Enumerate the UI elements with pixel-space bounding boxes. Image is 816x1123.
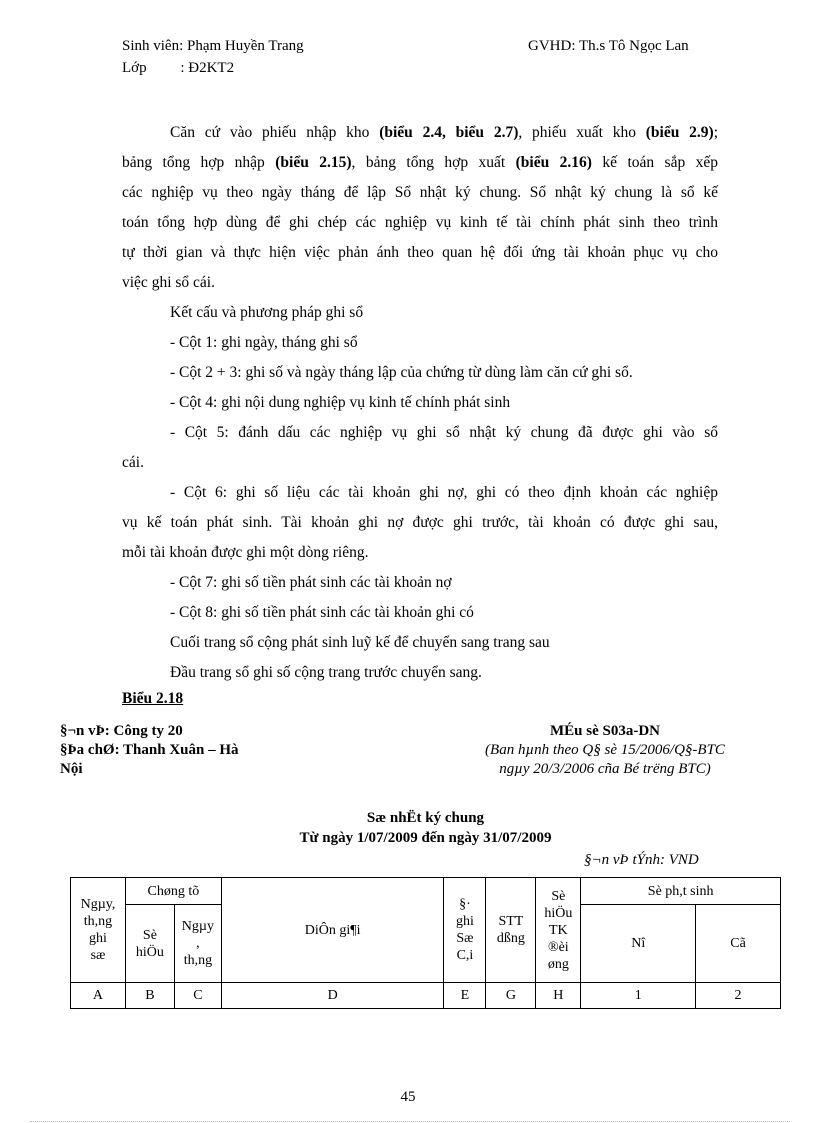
th-amount: Sè ph,t sinh (581, 878, 781, 905)
body-text (122, 118, 718, 688)
th-description: DiÔn gi¶i (221, 878, 444, 983)
advisor-label: GVHD: Th.s Tô Ngọc Lan (528, 38, 689, 54)
col5-desc: - Cột 5: đánh dấu các nghiệp vụ ghi sổ nhật ký chung đã được ghi vào sổ (170, 424, 718, 441)
col5-desc-cont: cái. (122, 454, 144, 471)
th-voucher: Chøng tõ (125, 878, 221, 905)
org-unit: §¬n vÞ: Công ty 20 (60, 723, 183, 739)
th-debit: Nî (581, 905, 696, 983)
form-issued-date: ngµy 20/3/2006 cña Bé trëng BTC) (499, 761, 711, 777)
th-credit: Cã (696, 905, 781, 983)
para1-line2: bảng tổng hợp nhập (biểu 2.15), bảng tổng hợp xuất (biểu 2.16) kế toán sắp xếp (122, 154, 719, 171)
currency-unit-note: §¬n vÞ tÝnh: VND (584, 852, 699, 868)
para1-line4: toán tổng hợp dùng để ghi chép các nghiệp vụ kinh tế tài chính phát sinh theo trình (122, 214, 718, 231)
code-cell: 2 (696, 983, 781, 1009)
col1-desc: - Cột 1: ghi ngày, tháng ghi sổ (170, 334, 358, 351)
code-cell: D (221, 983, 444, 1009)
th-contra-account: Sè hiÖu TK ®èi øng (536, 878, 581, 983)
structure-title: Kết cấu và phương pháp ghi sổ (170, 304, 364, 321)
footer-divider (30, 1121, 790, 1122)
code-cell: E (444, 983, 486, 1009)
para1-line5: tự thời gian và thực hiện việc phản ánh theo quan hệ đối ứng tài khoản phục vụ cho (122, 244, 718, 261)
para1-line1: Căn cứ vào phiếu nhập kho (biểu 2.4, biểu 2.7), phiếu xuất kho (biểu 2.9); (170, 124, 718, 141)
code-cell: H (536, 983, 581, 1009)
code-cell: G (486, 983, 536, 1009)
class-label: Lớp : Đ2KT2 (122, 60, 235, 76)
th-line-no: STT dßng (486, 878, 536, 983)
th-entry-date: Ngµy, th,ng ghi sæ (71, 878, 126, 983)
ledger-title: Sæ nhËt ký chung (366, 810, 485, 826)
th-voucher-date: Ngµy , th,ng (174, 905, 221, 983)
org-address-cont: Nội (60, 761, 83, 777)
bieu-label: Biểu 2.18 (122, 690, 184, 707)
code-cell: A (71, 983, 126, 1009)
col6-desc-cont: vụ kế toán phát sinh. Tài khoản ghi nợ được ghi trước, tài khoản có được ghi sau, (122, 514, 718, 531)
code-cell: B (125, 983, 174, 1009)
start-page-note: Đầu trang sổ ghi số cộng trang trước chuyển sang. (170, 664, 482, 681)
student-name: Sinh viên: Phạm Huyền Trang (122, 38, 304, 54)
para1-line6: việc ghi sổ cái. (122, 274, 215, 291)
page-number: 45 (400, 1089, 416, 1105)
form-code: MÉu sè S03a-DN (549, 723, 660, 739)
code-cell: C (174, 983, 221, 1009)
ledger-table (70, 877, 781, 1009)
col7-desc: - Cột 7: ghi số tiền phát sinh các tài khoản nợ (170, 574, 452, 591)
col6-desc: - Cột 6: ghi số liệu các tài khoản ghi nợ, ghi có theo định khoản các nghiệp (170, 484, 718, 501)
ledger-period: Từ ngày 1/07/2009 đến ngày 31/07/2009 (299, 830, 552, 846)
end-page-note: Cuối trang sổ cộng phát sinh luỹ kế để chuyển sang trang sau (170, 634, 550, 651)
th-posted-ledger: §· ghi Sæ C,i (444, 878, 486, 983)
col8-desc: - Cột 8: ghi số tiền phát sinh các tài khoản ghi có (170, 604, 474, 621)
para1-line3: các nghiệp vụ theo ngày tháng để lập Sổ nhật ký chung. Sổ nhật ký chung là sổ kế (122, 184, 718, 201)
form-issued: (Ban hµnh theo Q§ sè 15/2006/Q§-BTC (485, 742, 725, 758)
col6-desc-end: mỗi tài khoản được ghi một dòng riêng. (122, 544, 369, 561)
th-voucher-no: Sè hiÖu (125, 905, 174, 983)
code-cell: 1 (581, 983, 696, 1009)
col4-desc: - Cột 4: ghi nội dung nghiệp vụ kinh tế chính phát sinh (170, 394, 511, 411)
col23-desc: - Cột 2 + 3: ghi số và ngày tháng lập của chứng từ dùng làm căn cứ ghi sổ. (170, 364, 633, 381)
org-address: §Þa chØ: Thanh Xuân – Hà (60, 742, 239, 758)
